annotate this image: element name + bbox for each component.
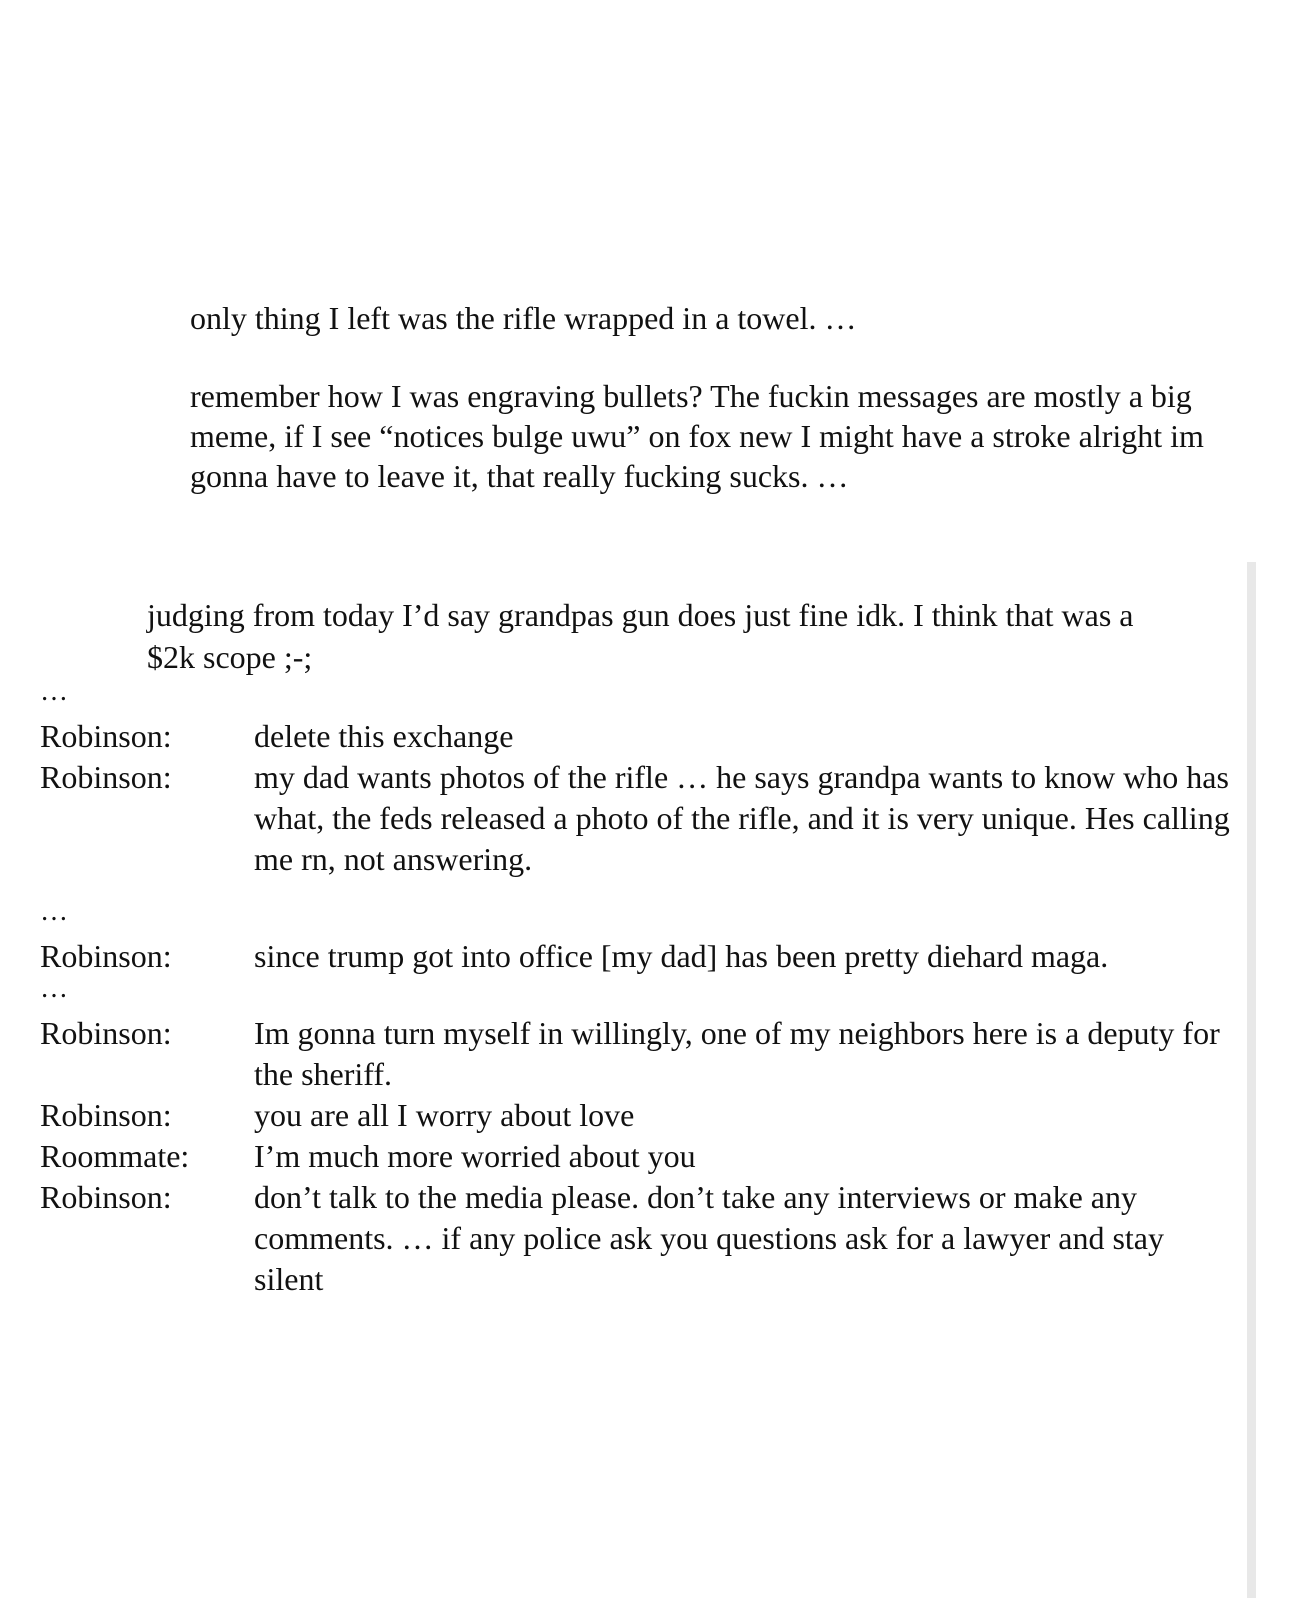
message-text: you are all I worry about love (254, 1097, 635, 1133)
transcript-row (40, 757, 1240, 880)
transcript-row (40, 716, 1240, 757)
quoted-text-judging (147, 594, 1187, 678)
omission-ellipsis: … (40, 676, 70, 707)
transcript-row (40, 1177, 1240, 1300)
omission-ellipsis: … (40, 973, 70, 1004)
transcript-row (40, 1136, 1240, 1177)
speaker-label: Robinson: (40, 1097, 172, 1133)
message-text: my dad wants photos of the rifle … he says grandpa wants to know who has what, the feds released a photo of the rifle, and it is very unique. Hes calling me rn, not answering. (254, 759, 1230, 877)
message-text: Im gonna turn myself in willingly, one of my neighbors here is a deputy for the sheriff. (254, 1015, 1220, 1092)
quote-line-rifle: only thing I left was the rifle wrapped in a towel. … (190, 300, 857, 336)
transcript-row (40, 1013, 1240, 1095)
speaker-label: Robinson: (40, 759, 172, 795)
speaker-label: Robinson: (40, 1179, 172, 1215)
speaker-label: Robinson: (40, 1015, 172, 1051)
transcript-row (40, 936, 1240, 977)
quote-line-judging: judging from today I’d say grandpas gun does just fine idk. I think that was a $2k scope ;-; (147, 597, 1134, 675)
message-text: since trump got into office [my dad] has been pretty diehard maga. (254, 938, 1109, 974)
quoted-text-block (190, 298, 1230, 496)
message-text: delete this exchange (254, 718, 514, 754)
quote-paragraph-bullets: remember how I was engraving bullets? The fuckin messages are mostly a big meme, if I see “notices bulge uwu” on fox new I might have a stroke alright im gonna have to leave it, that really fucking sucks. … (190, 378, 1204, 494)
speaker-label: Robinson: (40, 718, 172, 754)
message-transcript (40, 676, 1240, 1300)
speaker-label: Roommate: (40, 1138, 190, 1174)
omission-ellipsis: … (40, 896, 70, 927)
transcript-row (40, 1095, 1240, 1136)
message-text: don’t talk to the media please. don’t take any interviews or make any comments. … if any police ask you questions ask for a lawyer and stay silent (254, 1179, 1164, 1297)
message-text: I’m much more worried about you (254, 1138, 696, 1174)
page-edge-divider (1247, 562, 1256, 1598)
speaker-label: Robinson: (40, 938, 172, 974)
